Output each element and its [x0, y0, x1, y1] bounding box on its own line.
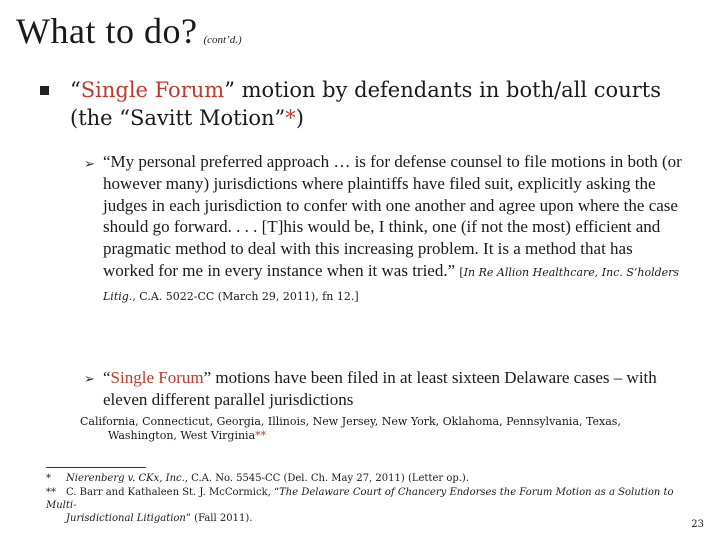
- case-citation: [In Re Allion Healthcare, Inc. S’holders Litig., C.A. 5022-CC (March 29, 2011), fn 12.]: [103, 265, 680, 303]
- page-number: 23: [691, 519, 704, 530]
- arrow-bullet-icon: ➢: [84, 157, 95, 172]
- arrow-bullet-icon: ➢: [84, 372, 95, 387]
- main-bullet: “Single Forum” motion by defendants in both/all courts (the “Savitt Motion”*): [70, 78, 661, 130]
- single-forum-highlight: Single Forum: [110, 368, 204, 387]
- single-forum-highlight: Single Forum: [80, 78, 225, 102]
- footnote-1: * Nierenberg v. CKx, Inc., C.A. No. 5545-CC (Del. Ch. May 27, 2011) (Letter op.).: [46, 473, 470, 484]
- sub-bullet-quote: “My personal preferred approach … is for defense counsel to file motions in both (or however many) jurisdictions where plaintiffs have filed suit, explicitly asking the judges in each jurisdiction to confer with one another and agree upon where the case should go forward. . . . [T]his would be, I think, one (if not the most) efficient and pragmatic method to deal with this increasing problem. It is a method that has worked for me in every instance when it was tried.” [In Re Allion Healthcare, Inc. S’holders Litig., C.A. 5022-CC (March 29, 2011), fn 12.]: [103, 152, 682, 303]
- footnote-star: *: [285, 106, 296, 130]
- sub-bullet-motions: “Single Forum” motions have been filed in at least sixteen Delaware cases – with eleven different parallel jurisdictions: [103, 368, 657, 409]
- footnote-stars: **: [255, 429, 267, 442]
- footnote-divider: [46, 467, 146, 468]
- slide-title: What to do? (cont’d.): [16, 11, 242, 51]
- square-bullet-icon: [40, 86, 49, 95]
- slide-title-sub: (cont’d.): [203, 34, 242, 46]
- jurisdiction-list: California, Connecticut, Georgia, Illinois, New Jersey, New York, Oklahoma, Pennsylvania, Texas, Washington, West Virginia**: [80, 415, 621, 442]
- footnote-2: ** C. Barr and Kathaleen St. J. McCormick, “The Delaware Court of Chancery Endorses the Forum Motion as a Solution to Multi- Jurisdictional Litigation” (Fall 2011).: [46, 487, 674, 524]
